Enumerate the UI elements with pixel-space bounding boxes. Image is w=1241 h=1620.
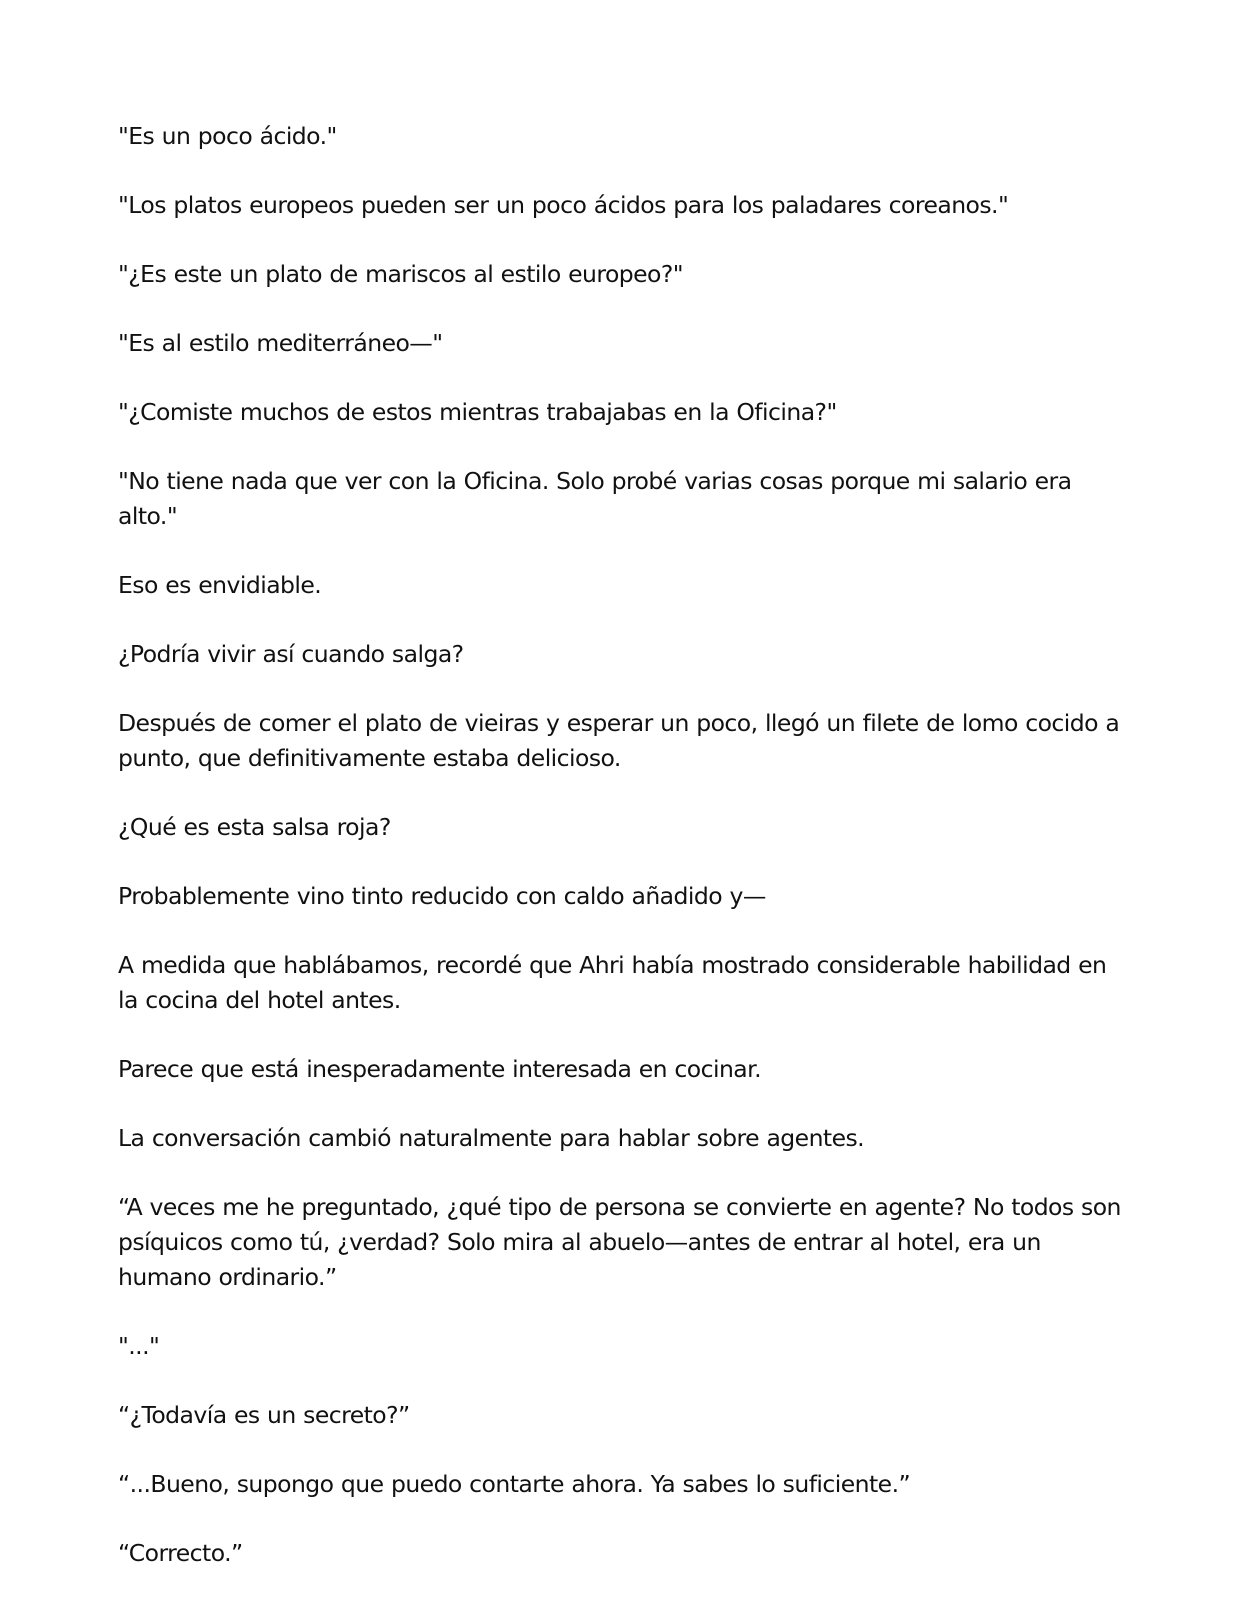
paragraph-2: "Los platos europeos pueden ser un poco ácidos para los paladares coreanos." xyxy=(118,191,1009,219)
paragraph-6: "No tiene nada que ver con la Oficina. Solo probé varias cosas porque mi salario era alto." xyxy=(118,467,1072,530)
paragraph-12: A medida que hablábamos, recordé que Ahri había mostrado considerable habilidad en la cocina del hotel antes. xyxy=(118,951,1107,1014)
paragraph-13: Parece que está inesperadamente interesada en cocinar. xyxy=(118,1055,762,1083)
paragraph-10: ¿Qué es esta salsa roja? xyxy=(118,813,391,841)
paragraph-5: "¿Comiste muchos de estos mientras trabajabas en la Oficina?" xyxy=(118,398,837,426)
paragraph-1: "Es un poco ácido." xyxy=(118,122,337,150)
paragraph-14: La conversación cambió naturalmente para hablar sobre agentes. xyxy=(118,1124,865,1152)
paragraph-18: “...Bueno, supongo que puedo contarte ahora. Ya sabes lo suficiente.” xyxy=(118,1470,911,1498)
paragraph-17: “¿Todavía es un secreto?” xyxy=(118,1401,410,1429)
paragraph-19: “Correcto.” xyxy=(118,1539,243,1567)
paragraph-11: Probablemente vino tinto reducido con caldo añadido y— xyxy=(118,882,766,910)
paragraph-16: "..." xyxy=(118,1332,160,1360)
paragraph-4: "Es al estilo mediterráneo—" xyxy=(118,329,443,357)
paragraph-8: ¿Podría vivir así cuando salga? xyxy=(118,640,464,668)
paragraph-7: Eso es envidiable. xyxy=(118,571,322,599)
document-body xyxy=(118,119,1128,1605)
paragraph-9: Después de comer el plato de vieiras y esperar un poco, llegó un filete de lomo cocido a punto, que definitivamente estaba delicioso. xyxy=(118,709,1120,772)
paragraph-15: “A veces me he preguntado, ¿qué tipo de persona se convierte en agente? No todos son psíquicos como tú, ¿verdad? Solo mira al abuelo—antes de entrar al hotel, era un humano ordinario.” xyxy=(118,1193,1121,1291)
paragraph-3: "¿Es este un plato de mariscos al estilo europeo?" xyxy=(118,260,684,288)
